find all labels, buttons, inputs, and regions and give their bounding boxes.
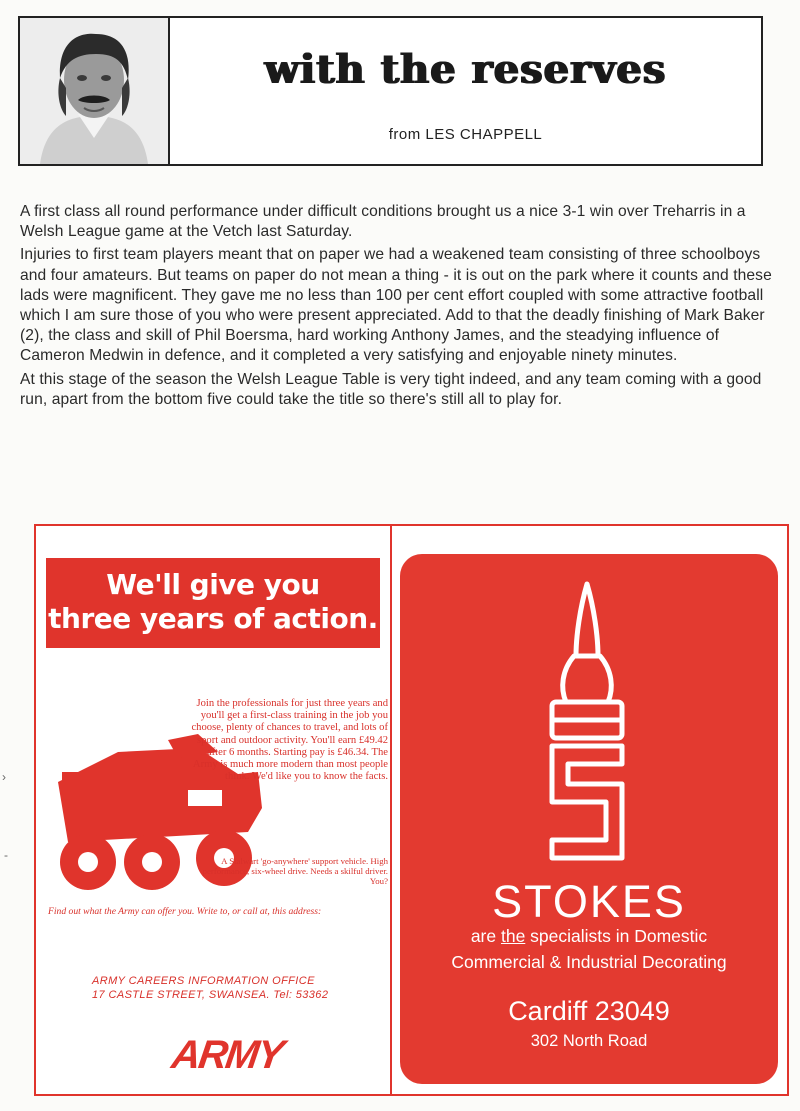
army-ad-headline xyxy=(46,558,380,648)
stokes-address: 302 North Road xyxy=(530,1032,648,1050)
army-ad-body: Join the professionals for just three years and you'll get a first-class training in the job you choose, plenty of chances to travel, and lots of sport and outdoor activity. You'll earn £49.42 after 6 months. Starting pay is £46.34. The Army is much more modern than most people think. We'd like you to know the facts. xyxy=(191,698,388,783)
army-ad-find-out: Find out what the Army can offer you. Write to, or call at, this address: xyxy=(48,906,322,917)
stokes-tag-post: specialists in Domestic xyxy=(525,926,708,946)
margin-mark: › xyxy=(2,770,6,784)
paintbrush-logo-icon xyxy=(532,578,642,878)
army-ad-address xyxy=(92,974,382,1002)
article-paragraph: Injuries to first team players meant that on paper we had a weakened team consisting of three schoolboys and four amateurs. But teams on paper do not mean a thing - it is out on the park where it counts and these lads were magnificent. They gave me no less than 100 per cent effort coupled with some attractive football which I am sure those of you who were present appreciated. Add to that the deadly finishing of Mark Baker (2), the class and skill of Phil Boersma, hard working Anthony James, and the steadying influence of Cameron Medwin in defence, and it completed a very satisfying and enjoyable ninety minutes. xyxy=(20,246,772,365)
stokes-tagline-2: Commercial & Industrial Decorating xyxy=(451,952,727,972)
advertisement-frame xyxy=(34,524,789,1096)
article-body xyxy=(20,202,775,413)
army-headline-line1: We'll give you xyxy=(106,568,320,601)
author-portrait-image xyxy=(20,18,168,164)
stokes-tagline-1 xyxy=(400,926,778,947)
army-address-line2: 17 CASTLE STREET, SWANSEA. Tel: 53362 xyxy=(92,989,329,1001)
stokes-name: STOKES xyxy=(492,876,686,927)
byline: from LES CHAPPELL xyxy=(388,126,543,143)
article-paragraph: A first class all round performance under difficult conditions brought us a nice 3-1 win over Treharris in a Welsh League game at the Vetch last Saturday. xyxy=(20,203,746,241)
header-box xyxy=(18,16,763,166)
stokes-phone: Cardiff 23049 xyxy=(508,996,670,1026)
stokes-tag-pre: are xyxy=(470,926,501,946)
army-ad-caption: A Stalwart 'go-anywhere' support vehicle. High performance, six-wheel drive. Needs a skilful driver. You? xyxy=(202,856,388,886)
army-headline-line2: three years of action. xyxy=(48,602,378,635)
margin-mark: - xyxy=(4,848,8,862)
stokes-tag-emphasis: the xyxy=(500,926,526,946)
article-paragraph: At this stage of the season the Welsh League Table is very tight indeed, and any team coming with a good run, apart from the bottom five could take the title so there's still all to play for. xyxy=(20,370,762,408)
army-logo: ARMY xyxy=(168,1033,285,1077)
ad-divider xyxy=(390,526,392,1094)
page-title: with the reserves xyxy=(264,46,667,93)
army-address-line1: ARMY CAREERS INFORMATION OFFICE xyxy=(92,975,315,987)
stokes-ad-panel xyxy=(400,554,778,1084)
author-photo xyxy=(20,18,170,164)
